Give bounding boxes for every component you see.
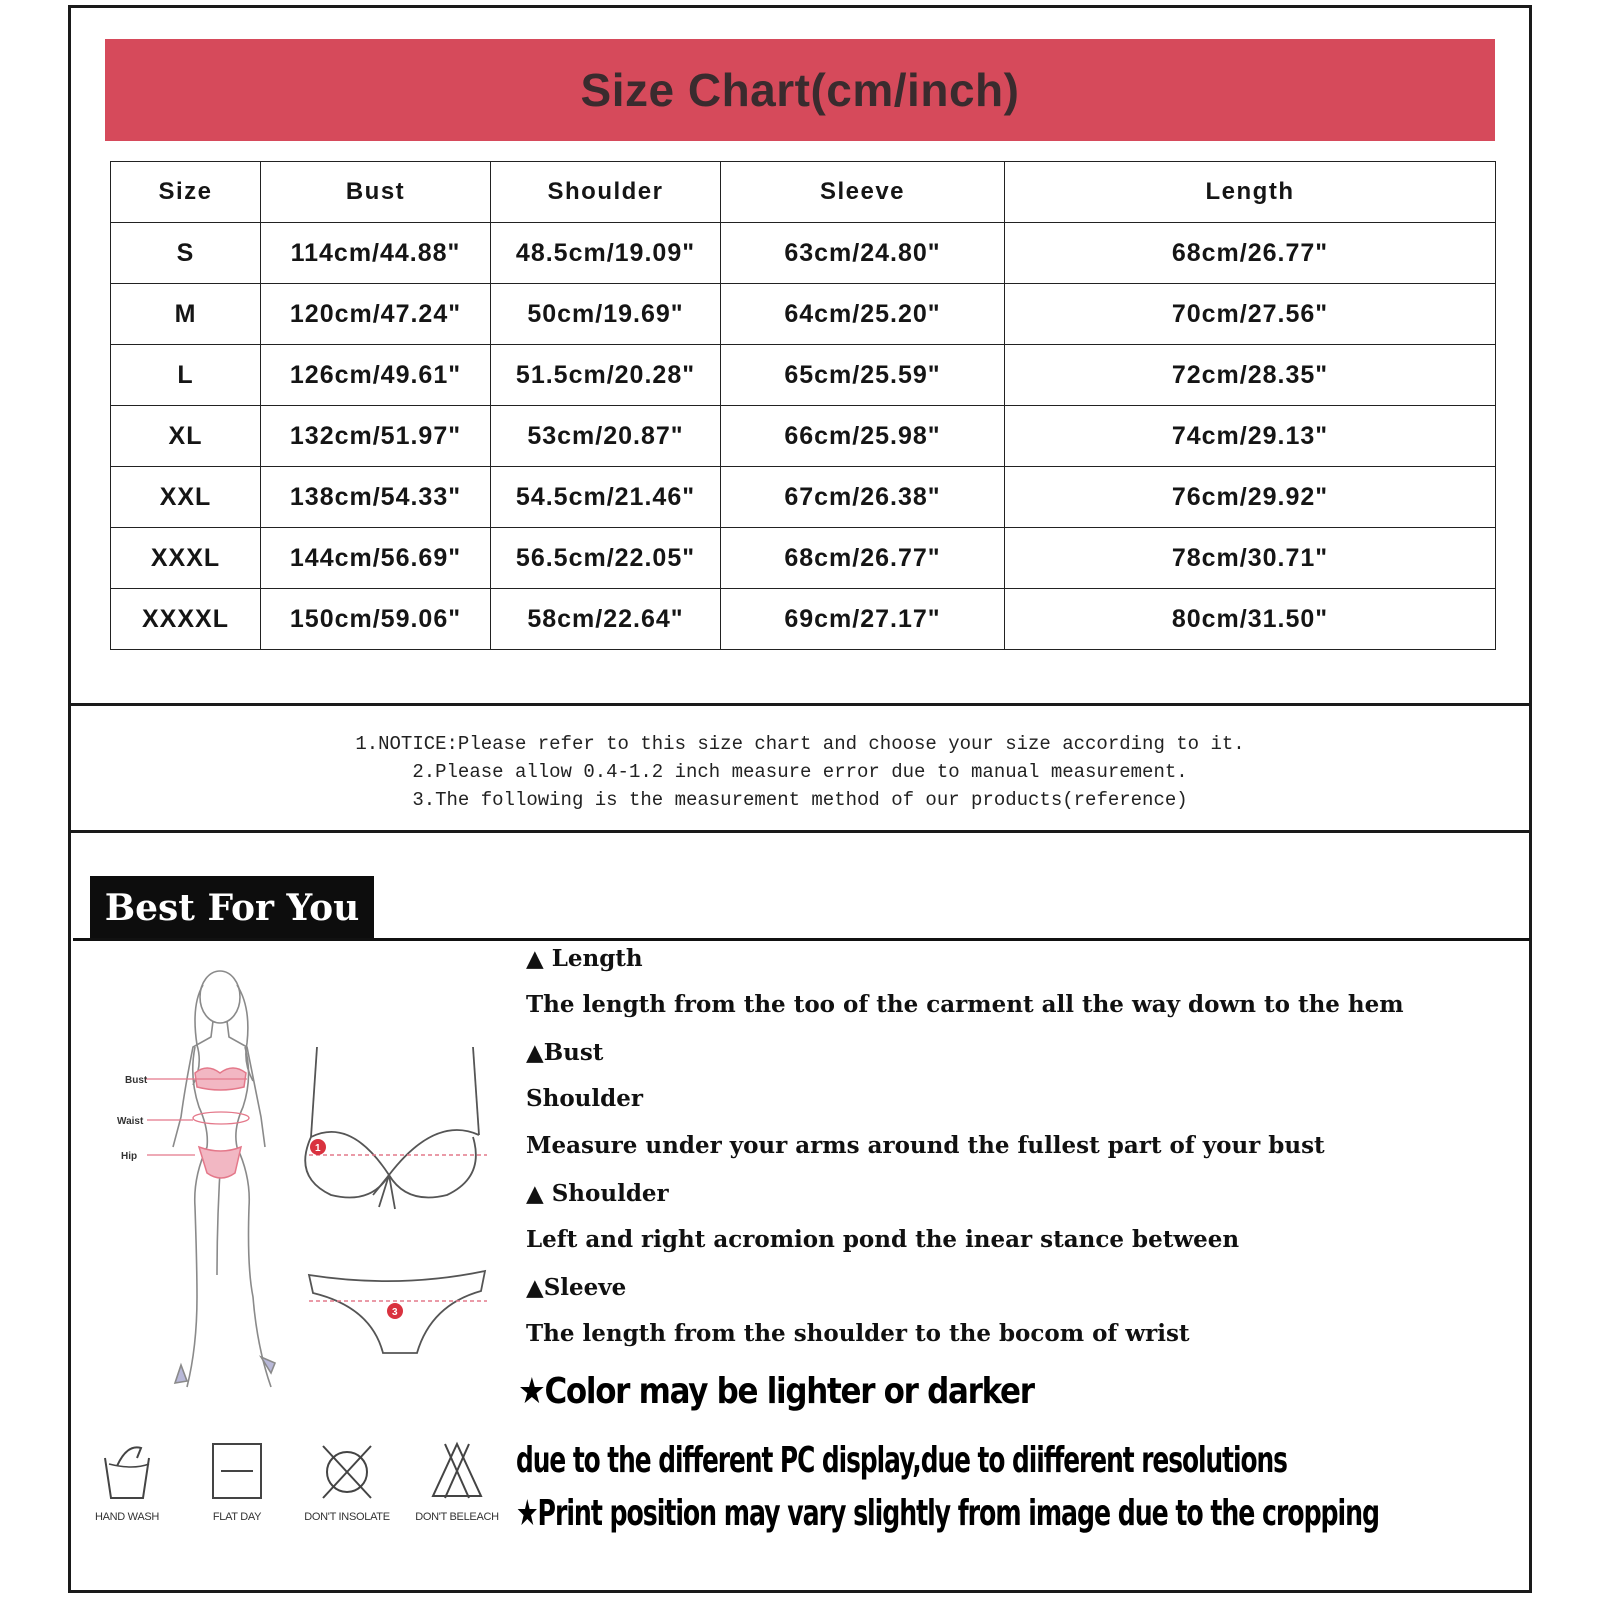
care-do-not-insolate bbox=[292, 1440, 402, 1523]
cell-sleeve: 64cm/25.20" bbox=[721, 284, 1005, 345]
cell-sleeve: 67cm/26.38" bbox=[721, 467, 1005, 528]
care-label: FLAT DAY bbox=[212, 1511, 262, 1523]
hip-label: Hip bbox=[121, 1151, 138, 1162]
cell-bust: 150cm/59.06" bbox=[261, 589, 491, 650]
header-sleeve: Sleeve bbox=[721, 162, 1005, 223]
notice-line-3: 3.The following is the measurement method of our products(reference) bbox=[412, 789, 1188, 811]
disclaimer-line-1: ★Color may be lighter or darker bbox=[518, 1371, 1034, 1412]
cell-bust: 126cm/49.61" bbox=[261, 345, 491, 406]
cell-shoulder: 50cm/19.69" bbox=[491, 284, 721, 345]
shoulder-text: Left and right acromion pond the inear stance between bbox=[526, 1226, 1240, 1253]
length-text: The length from the too of the carment all the way down to the hem bbox=[526, 991, 1404, 1018]
cell-size: XL bbox=[111, 406, 261, 467]
cell-bust: 120cm/47.24" bbox=[261, 284, 491, 345]
notice-line-1: 1.NOTICE:Please refer to this size chart and choose your size according to it. bbox=[355, 733, 1245, 755]
cell-size: L bbox=[111, 345, 261, 406]
shoulder-heading: ▲ Shoulder bbox=[526, 1180, 669, 1207]
notice-line-2: 2.Please allow 0.4-1.2 inch measure error due to manual measurement. bbox=[412, 761, 1188, 783]
cell-length: 80cm/31.50" bbox=[1005, 589, 1496, 650]
cell-sleeve: 68cm/26.77" bbox=[721, 528, 1005, 589]
cell-bust: 114cm/44.88" bbox=[261, 223, 491, 284]
title-banner bbox=[105, 39, 1495, 141]
table-row bbox=[111, 406, 1496, 467]
cell-length: 70cm/27.56" bbox=[1005, 284, 1496, 345]
cell-size: S bbox=[111, 223, 261, 284]
do-not-insolate-icon bbox=[317, 1440, 377, 1500]
cell-shoulder: 58cm/22.64" bbox=[491, 589, 721, 650]
care-do-not-bleach bbox=[402, 1440, 512, 1523]
cell-size: XXXXL bbox=[111, 589, 261, 650]
cell-length: 72cm/28.35" bbox=[1005, 345, 1496, 406]
cell-size: M bbox=[111, 284, 261, 345]
cell-shoulder: 48.5cm/19.09" bbox=[491, 223, 721, 284]
header-bust: Bust bbox=[261, 162, 491, 223]
notice-block bbox=[68, 730, 1532, 814]
length-heading: ▲ Length bbox=[526, 945, 643, 972]
cell-size: XXL bbox=[111, 467, 261, 528]
disclaimer-line-2: due to the different PC display,due to diifferent resolutions bbox=[516, 1440, 1287, 1481]
size-chart-table bbox=[110, 161, 1496, 650]
care-flat-dry bbox=[182, 1440, 292, 1523]
cell-sleeve: 63cm/24.80" bbox=[721, 223, 1005, 284]
header-size: Size bbox=[111, 162, 261, 223]
cell-length: 76cm/29.92" bbox=[1005, 467, 1496, 528]
cell-sleeve: 66cm/25.98" bbox=[721, 406, 1005, 467]
flat-dry-icon bbox=[207, 1440, 267, 1500]
cell-bust: 132cm/51.97" bbox=[261, 406, 491, 467]
page-title: Size Chart(cm/inch) bbox=[580, 64, 1020, 116]
care-hand-wash bbox=[72, 1440, 182, 1523]
marker-3-label: 3 bbox=[392, 1307, 398, 1318]
cell-shoulder: 53cm/20.87" bbox=[491, 406, 721, 467]
best-for-you-label: Best For You bbox=[104, 887, 360, 929]
marker-1-label: 1 bbox=[315, 1143, 321, 1154]
best-underline bbox=[73, 938, 1530, 941]
cell-shoulder: 56.5cm/22.05" bbox=[491, 528, 721, 589]
bust-text: Measure under your arms around the fullest part of your bust bbox=[526, 1132, 1325, 1159]
table-row bbox=[111, 345, 1496, 406]
sleeve-text: The length from the shoulder to the bocom of wrist bbox=[526, 1320, 1190, 1347]
care-label: HAND WASH bbox=[94, 1511, 160, 1523]
cell-length: 68cm/26.77" bbox=[1005, 223, 1496, 284]
table-row bbox=[111, 528, 1496, 589]
section-divider bbox=[68, 830, 1532, 833]
cell-bust: 138cm/54.33" bbox=[261, 467, 491, 528]
cell-bust: 144cm/56.69" bbox=[261, 528, 491, 589]
care-label: DON'T BELEACH bbox=[415, 1511, 499, 1523]
table-row bbox=[111, 284, 1496, 345]
cell-sleeve: 65cm/25.59" bbox=[721, 345, 1005, 406]
table-row bbox=[111, 589, 1496, 650]
cell-shoulder: 51.5cm/20.28" bbox=[491, 345, 721, 406]
do-not-bleach-icon bbox=[427, 1440, 487, 1500]
cell-shoulder: 54.5cm/21.46" bbox=[491, 467, 721, 528]
section-divider bbox=[68, 703, 1532, 706]
measurement-illustration bbox=[95, 955, 515, 1415]
cell-length: 78cm/30.71" bbox=[1005, 528, 1496, 589]
sleeve-heading: ▲Sleeve bbox=[526, 1274, 627, 1301]
cell-sleeve: 69cm/27.17" bbox=[721, 589, 1005, 650]
cell-size: XXXL bbox=[111, 528, 261, 589]
header-shoulder: Shoulder bbox=[491, 162, 721, 223]
care-label: DON'T INSOLATE bbox=[304, 1511, 390, 1523]
bust-subheading: Shoulder bbox=[526, 1085, 643, 1112]
table-row bbox=[111, 223, 1496, 284]
bra-diagram-icon bbox=[305, 1047, 479, 1209]
woman-figure-icon bbox=[173, 971, 275, 1387]
disclaimer-line-3: ★Print position may vary slightly from image due to the cropping bbox=[516, 1493, 1380, 1534]
cell-length: 74cm/29.13" bbox=[1005, 406, 1496, 467]
hand-wash-icon bbox=[97, 1440, 157, 1500]
table-row bbox=[111, 467, 1496, 528]
best-for-you-tab bbox=[90, 876, 374, 940]
waist-label: Waist bbox=[117, 1116, 144, 1127]
table-header-row bbox=[111, 162, 1496, 223]
bust-label: Bust bbox=[125, 1075, 148, 1086]
header-length: Length bbox=[1005, 162, 1496, 223]
bust-heading: ▲Bust bbox=[526, 1039, 604, 1066]
